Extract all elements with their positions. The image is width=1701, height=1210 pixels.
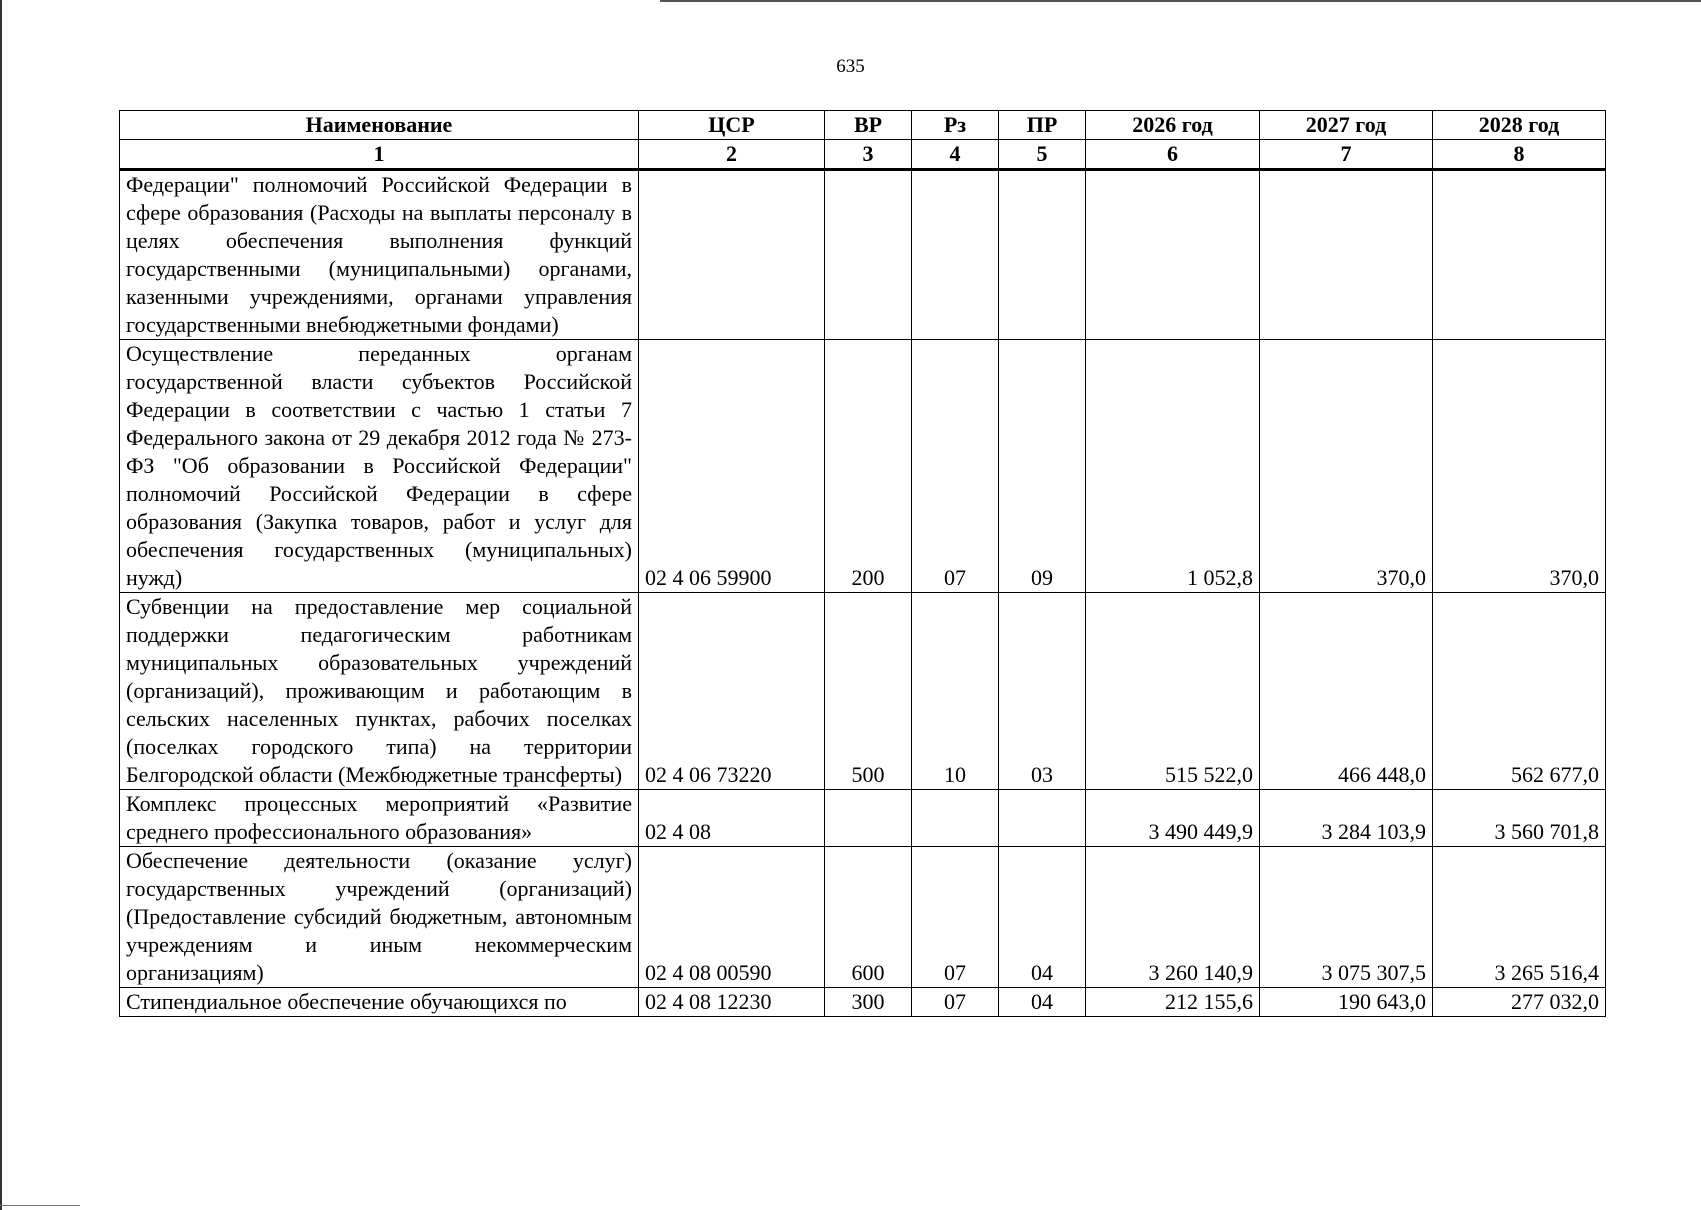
header-2027: 2027 год [1260, 111, 1433, 140]
row-pr: 04 [999, 847, 1086, 988]
row-2026: 1 052,8 [1086, 340, 1260, 593]
header-vr: ВР [825, 111, 912, 140]
row-rz [912, 790, 999, 847]
header-name: Наименование [120, 111, 639, 140]
column-number: 2 [639, 140, 825, 170]
row-csr: 02 4 08 12230 [639, 988, 825, 1017]
column-number: 3 [825, 140, 912, 170]
row-vr: 600 [825, 847, 912, 988]
header-row [120, 111, 1606, 140]
table-row [120, 593, 1606, 790]
row-rz [912, 170, 999, 340]
row-2026: 3 260 140,9 [1086, 847, 1260, 988]
header-2028: 2028 год [1433, 111, 1606, 140]
row-pr [999, 790, 1086, 847]
row-vr [825, 170, 912, 340]
row-vr: 300 [825, 988, 912, 1017]
row-csr: 02 4 06 59900 [639, 340, 825, 593]
row-vr: 200 [825, 340, 912, 593]
row-2028: 370,0 [1433, 340, 1606, 593]
row-2026: 515 522,0 [1086, 593, 1260, 790]
row-name: Комплекс процессных мероприятий «Развитие среднего профессионального образования» [120, 790, 639, 847]
column-number: 1 [120, 140, 639, 170]
row-csr: 02 4 08 00590 [639, 847, 825, 988]
row-pr: 03 [999, 593, 1086, 790]
row-2027: 466 448,0 [1260, 593, 1433, 790]
table-row [120, 790, 1606, 847]
column-number: 8 [1433, 140, 1606, 170]
column-number: 4 [912, 140, 999, 170]
row-2028: 277 032,0 [1433, 988, 1606, 1017]
row-2027: 3 075 307,5 [1260, 847, 1433, 988]
row-pr [999, 170, 1086, 340]
scan-edge-bottom [0, 1205, 80, 1206]
column-number: 6 [1086, 140, 1260, 170]
row-2028: 562 677,0 [1433, 593, 1606, 790]
table-row [120, 988, 1606, 1017]
page-number: 635 [836, 56, 865, 77]
row-2027: 370,0 [1260, 340, 1433, 593]
row-rz: 07 [912, 340, 999, 593]
row-2026 [1086, 170, 1260, 340]
header-csr: ЦСР [639, 111, 825, 140]
column-number: 5 [999, 140, 1086, 170]
table-row [120, 340, 1606, 593]
header-rz: Рз [912, 111, 999, 140]
row-vr [825, 790, 912, 847]
header-pr: ПР [999, 111, 1086, 140]
row-name: Субвенции на предоставление мер социальной поддержки педагогическим работникам муниципальных образовательных учреждений (организаций), проживающим и работающим в сельских населенных пунктах, рабочих поселках (поселках городского типа) на территории Белгородской области (Межбюджетные трансферты) [120, 593, 639, 790]
row-name: Федерации" полномочий Российской Федерации в сфере образования (Расходы на выплаты персоналу в целях обеспечения выполнения функций государственными (муниципальными) органами, казенными учреждениями, органами управления государственными внебюджетными фондами) [120, 170, 639, 340]
row-rz: 10 [912, 593, 999, 790]
row-2027: 190 643,0 [1260, 988, 1433, 1017]
row-2026: 3 490 449,9 [1086, 790, 1260, 847]
row-2027 [1260, 170, 1433, 340]
table-row [120, 170, 1606, 340]
row-csr [639, 170, 825, 340]
row-name: Стипендиальное обеспечение обучающихся по [120, 988, 639, 1017]
row-pr: 04 [999, 988, 1086, 1017]
scan-edge-top [660, 0, 1701, 2]
row-csr: 02 4 08 [639, 790, 825, 847]
row-2027: 3 284 103,9 [1260, 790, 1433, 847]
column-number: 7 [1260, 140, 1433, 170]
header-2026: 2026 год [1086, 111, 1260, 140]
row-2026: 212 155,6 [1086, 988, 1260, 1017]
row-2028: 3 265 516,4 [1433, 847, 1606, 988]
row-rz: 07 [912, 988, 999, 1017]
budget-table [119, 110, 1606, 1017]
row-2028 [1433, 170, 1606, 340]
scan-edge-left [0, 0, 2, 1210]
row-rz: 07 [912, 847, 999, 988]
row-vr: 500 [825, 593, 912, 790]
column-number-row [120, 140, 1606, 170]
row-name: Обеспечение деятельности (оказание услуг) государственных учреждений (организаций) (Предоставление субсидий бюджетным, автономным учреждениям и иным некоммерческим организациям) [120, 847, 639, 988]
table-row [120, 847, 1606, 988]
row-pr: 09 [999, 340, 1086, 593]
row-csr: 02 4 06 73220 [639, 593, 825, 790]
row-2028: 3 560 701,8 [1433, 790, 1606, 847]
row-name: Осуществление переданных органам государственной власти субъектов Российской Федерации в соответствии с частью 1 статьи 7 Федерального закона от 29 декабря 2012 года № 273-ФЗ "Об образовании в Российской Федерации" полномочий Российской Федерации в сфере образования (Закупка товаров, работ и услуг для обеспечения государственных (муниципальных) нужд) [120, 340, 639, 593]
